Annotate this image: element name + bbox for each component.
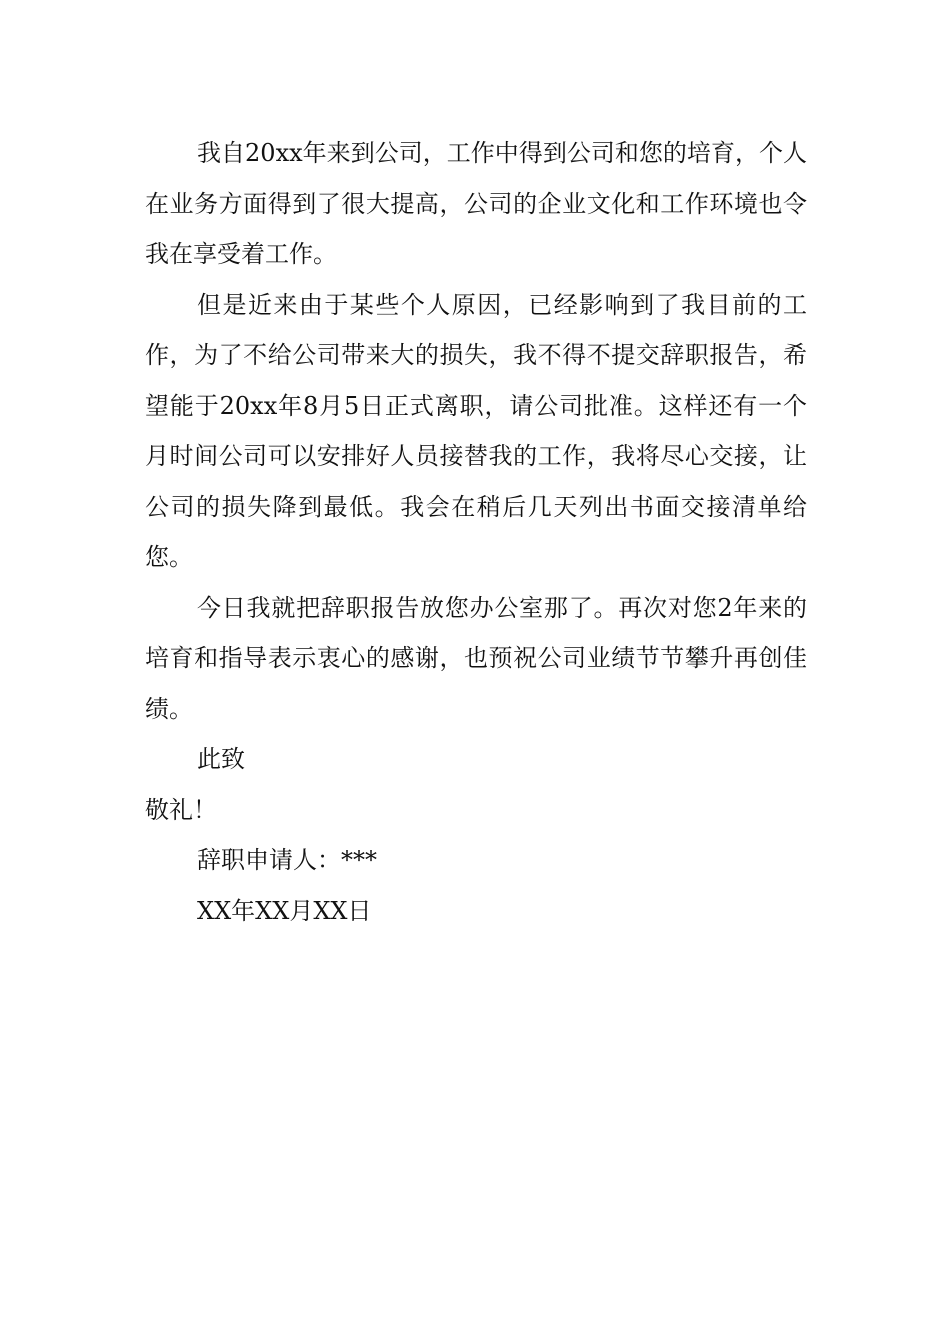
paragraph-2: 但是近来由于某些个人原因，已经影响到了我目前的工作，为了不给公司带来大的损失，我不得不提交辞职报告，希望能于20xx年8月5日正式离职，请公司批准。这样还有一个月时间公司可以安排好人员接替我的工作，我将尽心交接，让公司的损失降到最低。我会在稍后几天列出书面交接清单给您。 (145, 290, 807, 571)
signature-line: 辞职申请人：*** (197, 846, 377, 874)
date-line: XX年XX月XX日 (197, 896, 372, 925)
paragraph-1: 我自20xx年来到公司，工作中得到公司和您的培育，个人在业务方面得到了很大提高，公司的企业文化和工作环境也令我在享受着工作。 (145, 139, 807, 268)
paragraph-3: 今日我就把辞职报告放您办公室那了。再次对您2年来的培育和指导表示衷心的感谢，也预祝公司业绩节节攀升再创佳绩。 (145, 593, 807, 723)
letter-body (145, 128, 807, 936)
closing-line: 此致 (197, 745, 245, 773)
salutation-line: 敬礼！ (145, 795, 217, 824)
